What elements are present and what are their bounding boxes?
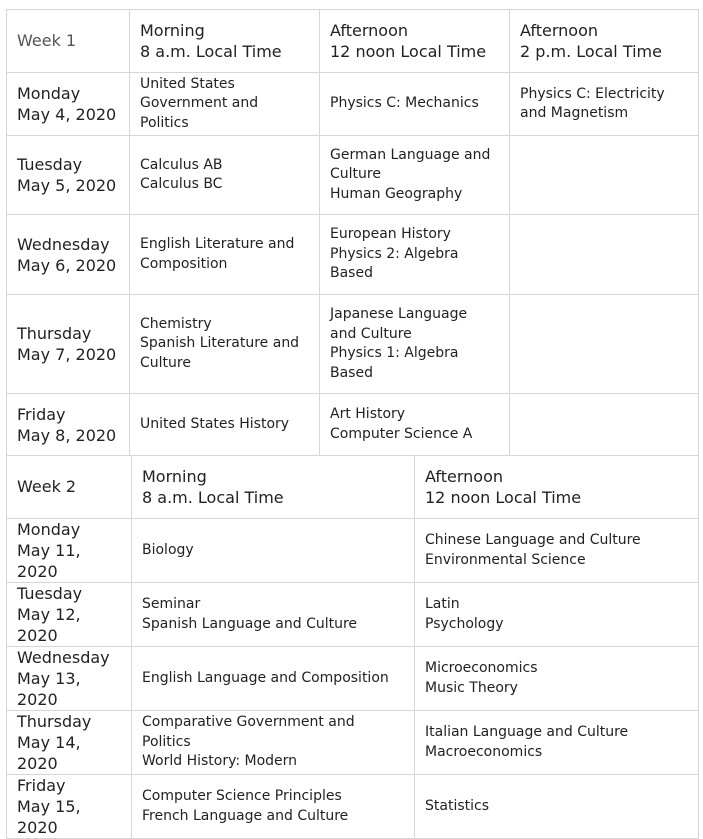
day-cell [7,519,132,583]
day-cell [7,583,132,647]
day-name: Tuesday [17,584,83,603]
day-date: May 12, 2020 [17,605,81,645]
exam-cell: Biology [132,519,415,583]
column-time: 2 p.m. Local Time [520,42,662,61]
exam-cell: German Language and Culture Human Geography [320,136,510,215]
week-1-header-row [7,10,699,73]
day-cell [7,711,132,775]
exam-cell: Latin Psychology [415,583,699,647]
day-name: Tuesday [17,155,83,174]
column-header [132,456,415,519]
column-name: Morning [140,21,205,40]
day-cell [7,215,130,295]
day-cell [7,73,130,136]
exam-cell [510,394,699,456]
exam-cell: Art History Computer Science A [320,394,510,456]
exam-cell [510,295,699,394]
exam-cell: Seminar Spanish Language and Culture [132,583,415,647]
table-row [7,711,699,775]
column-name: Morning [142,467,207,486]
column-time: 12 noon Local Time [425,488,582,507]
table-row [7,583,699,647]
day-date: May 4, 2020 [17,105,117,124]
column-name: Afternoon [330,21,408,40]
column-header [415,456,699,519]
day-cell [7,295,130,394]
day-date: May 14, 2020 [17,733,81,773]
day-name: Friday [17,404,66,424]
day-date: May 15, 2020 [17,797,81,837]
exam-cell: English Literature and Composition [130,215,320,295]
day-name: Thursday [17,324,92,343]
exam-cell: Statistics [415,775,699,839]
exam-cell: Microeconomics Music Theory [415,647,699,711]
day-cell [7,647,132,711]
exam-cell [510,136,699,215]
day-cell [7,136,130,215]
exam-cell: Physics C: Mechanics [320,73,510,136]
day-name: Monday [17,520,81,539]
exam-cell: Comparative Government and Politics World History: Modern [132,711,415,775]
day-date: May 5, 2020 [17,176,117,195]
exam-cell: Chinese Language and Culture Environmental Science [415,519,699,583]
week-1-schedule-table [6,9,699,456]
table-row [7,215,699,295]
exam-cell: English Language and Composition [132,647,415,711]
day-name: Monday [17,84,81,103]
day-name: Wednesday [17,234,110,254]
day-date: May 6, 2020 [17,255,117,275]
day-date: May 7, 2020 [17,345,117,364]
column-time: 8 a.m. Local Time [140,42,282,61]
day-name: Thursday [17,712,92,731]
column-header [130,10,320,73]
column-time: 8 a.m. Local Time [142,488,284,507]
week-label: Week 2 [7,456,132,519]
day-cell [7,394,130,456]
day-name: Friday [17,776,66,795]
exam-cell: European History Physics 2: Algebra Based [320,215,510,295]
table-row [7,647,699,711]
exam-cell: United States History [130,394,320,456]
table-row [7,394,699,456]
table-row [7,775,699,839]
exam-cell: Computer Science Principles French Language and Culture [132,775,415,839]
day-name: Wednesday [17,648,110,667]
column-header [320,10,510,73]
table-row [7,295,699,394]
exam-cell: Japanese Language and Culture Physics 1: Algebra Based [320,295,510,394]
exam-cell: Physics C: Electricity and Magnetism [510,73,699,136]
table-row [7,73,699,136]
table-row [7,136,699,215]
week-label: Week 1 [7,10,130,73]
column-time: 12 noon Local Time [330,42,487,61]
day-date: May 11, 2020 [17,541,81,581]
day-date: May 13, 2020 [17,669,81,709]
table-row [7,519,699,583]
exam-cell: Chemistry Spanish Literature and Culture [130,295,320,394]
day-cell [7,775,132,839]
week-2-schedule-table [6,455,699,839]
week-2-header-row [7,456,699,519]
column-name: Afternoon [425,467,503,486]
exam-cell: Italian Language and Culture Macroeconomics [415,711,699,775]
day-date: May 8, 2020 [17,425,117,445]
exam-cell [510,215,699,295]
exam-cell: Calculus AB Calculus BC [130,136,320,215]
column-name: Afternoon [520,21,598,40]
exam-cell: United States Government and Politics [130,73,320,136]
column-header [510,10,699,73]
